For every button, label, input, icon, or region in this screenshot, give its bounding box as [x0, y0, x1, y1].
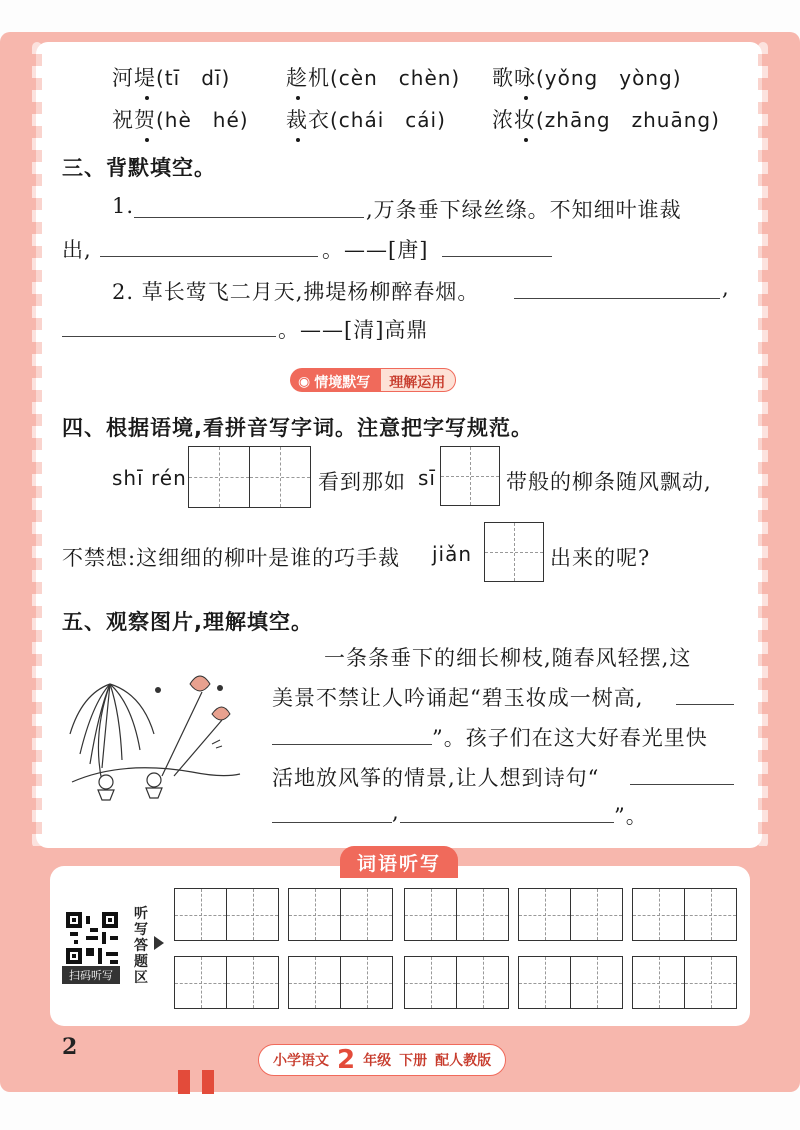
emphasis-dot	[296, 96, 300, 100]
dictation-writing-box[interactable]	[456, 956, 509, 1009]
pinyin-row-2-item-2: 裁衣(chái cái)	[286, 108, 446, 132]
writing-box[interactable]	[249, 446, 311, 508]
q2-text-b: 。——[清]高鼎	[278, 318, 429, 342]
q2-comma: ,	[722, 276, 730, 300]
dictation-writing-box[interactable]	[570, 956, 623, 1009]
section-5-line-2: 美景不禁让人吟诵起“碧玉妆成一树高,	[272, 686, 644, 710]
pinyin-prompt-1: shī rén	[112, 466, 187, 490]
footer-stripes	[178, 1070, 226, 1094]
section-3-heading: 三、背默填空。	[62, 156, 216, 180]
dictation-tab: 词语听写	[340, 846, 458, 878]
s5-answer-blank-4[interactable]	[272, 822, 392, 823]
pinyin-row-2-item-1: 祝贺(hè hé)	[112, 108, 249, 132]
q1-number: 1.	[112, 194, 135, 218]
writing-box[interactable]	[440, 446, 500, 506]
dictation-writing-box[interactable]	[404, 888, 457, 941]
pinyin-row-1-item-3: 歌咏(yǒng yòng)	[492, 66, 682, 90]
s5-answer-blank-1[interactable]	[676, 704, 734, 705]
footer-badge: 小学语文 2 年级 下册 配人教版	[258, 1044, 506, 1076]
willow-kite-illustration	[62, 664, 244, 804]
scan-label: 扫码听写	[62, 966, 120, 984]
section-4-text-1: 看到那如	[318, 470, 406, 494]
s5-answer-blank-2[interactable]	[272, 744, 432, 745]
emphasis-dot	[145, 138, 149, 142]
dictation-writing-box[interactable]	[288, 956, 341, 1009]
emphasis-dot	[524, 96, 528, 100]
dictation-writing-box[interactable]	[632, 888, 685, 941]
dictation-writing-box[interactable]	[340, 956, 393, 1009]
arrow-right-icon	[154, 936, 164, 950]
q1-text-a: ,万条垂下绿丝绦。不知细叶谁裁	[366, 198, 682, 222]
paper-edge-right	[758, 42, 768, 848]
emphasis-dot	[296, 138, 300, 142]
emphasis-dot	[524, 138, 528, 142]
q1-answer-blank-1[interactable]	[134, 217, 364, 218]
dictation-writing-box[interactable]	[226, 956, 279, 1009]
writing-box[interactable]	[188, 446, 250, 508]
q1-text-b: 出,	[62, 238, 92, 262]
pinyin-row-2-item-3: 浓妆(zhāng zhuāng)	[492, 108, 720, 132]
dictation-writing-box[interactable]	[518, 888, 571, 941]
dictation-writing-box[interactable]	[174, 888, 227, 941]
q1-text-c: 。——[唐]	[322, 238, 429, 262]
dictation-writing-box[interactable]	[684, 888, 737, 941]
section-5-comma: ,	[392, 800, 400, 824]
dictation-writing-box[interactable]	[340, 888, 393, 941]
writing-box[interactable]	[484, 522, 544, 582]
pinyin-prompt-2: sī	[418, 466, 436, 490]
q1-answer-blank-2[interactable]	[100, 256, 318, 257]
medal-icon: ◉	[298, 373, 311, 390]
dictation-writing-box[interactable]	[174, 956, 227, 1009]
section-5-line-4: 活地放风筝的情景,让人想到诗句“	[272, 766, 600, 790]
section-tag	[290, 368, 456, 392]
section-5-line-3: ”。孩子们在这大好春光里快	[432, 726, 708, 750]
q2-text-a: 2. 草长莺飞二月天,拂堤杨柳醉春烟。	[112, 280, 480, 304]
dictation-writing-box[interactable]	[404, 956, 457, 1009]
section-tag-left: ◉ 情境默写	[290, 368, 380, 392]
q2-answer-blank-2[interactable]	[62, 336, 276, 337]
dictation-writing-box[interactable]	[518, 956, 571, 1009]
section-4-text-3: 不禁想:这细细的柳叶是谁的巧手裁	[62, 546, 401, 570]
dictation-writing-box[interactable]	[288, 888, 341, 941]
section-tag-right: 理解运用	[380, 368, 456, 392]
pinyin-prompt-3: jiǎn	[432, 542, 473, 566]
section-4-text-2: 带般的柳条随风飘动,	[506, 470, 712, 494]
section-5-end: ”。	[614, 804, 648, 828]
paper-edge-left	[32, 42, 42, 848]
dictation-writing-box[interactable]	[570, 888, 623, 941]
section-5-line-1: 一条条垂下的细长柳枝,随春风轻摆,这	[324, 646, 692, 670]
page-number: 2	[62, 1034, 78, 1060]
dictation-writing-box[interactable]	[684, 956, 737, 1009]
dictation-writing-box[interactable]	[456, 888, 509, 941]
section-4-heading: 四、根据语境,看拼音写字词。注意把字写规范。	[62, 416, 533, 440]
emphasis-dot	[145, 96, 149, 100]
section-5-heading: 五、观察图片,理解填空。	[62, 610, 313, 634]
answer-area-label: 听写答题区	[134, 906, 148, 986]
q2-answer-blank-1[interactable]	[514, 298, 720, 299]
section-4-text-4: 出来的呢?	[550, 546, 651, 570]
qr-code-icon[interactable]	[66, 912, 118, 964]
dictation-writing-box[interactable]	[226, 888, 279, 941]
pinyin-row-1-item-1: 河堤(tī dī)	[112, 66, 231, 90]
s5-answer-blank-5[interactable]	[400, 822, 614, 823]
s5-answer-blank-3[interactable]	[630, 784, 734, 785]
dictation-writing-box[interactable]	[632, 956, 685, 1009]
q1-author-blank[interactable]	[442, 256, 552, 257]
pinyin-row-1-item-2: 趁机(cèn chèn)	[286, 66, 461, 90]
